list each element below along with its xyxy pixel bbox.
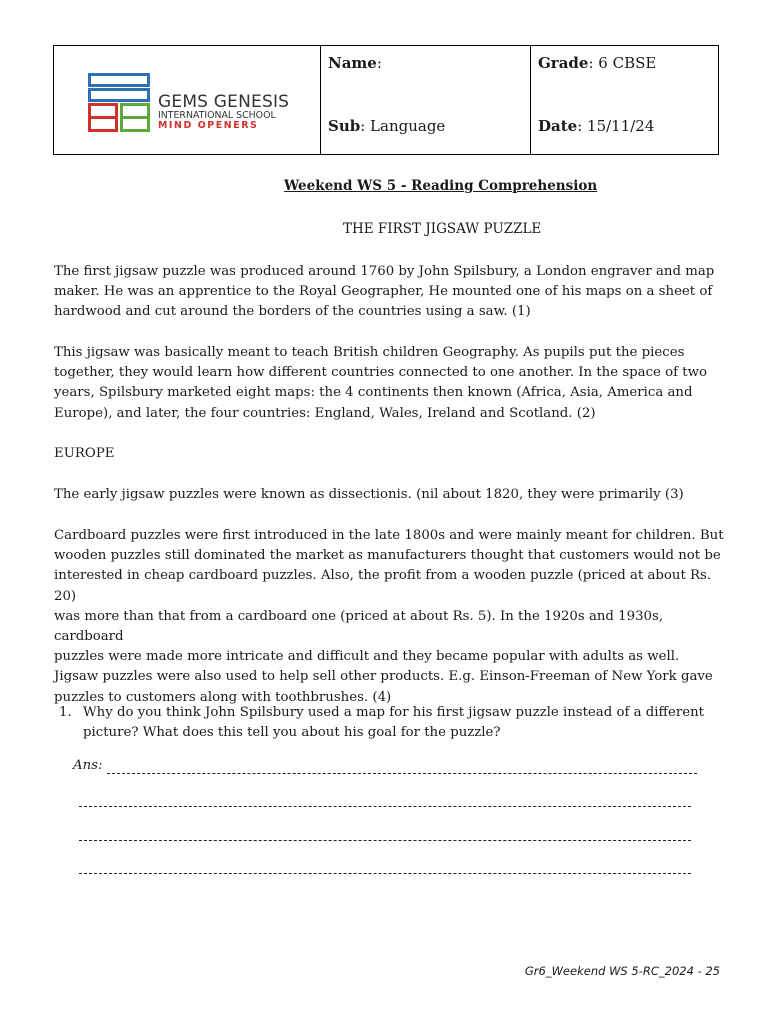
logo-school-type: INTERNATIONAL SCHOOL — [158, 110, 276, 121]
question-text: Why do you think John Spilsbury used a map for his first jigsaw puzzle instead of a different picture? What does this tell you about his goal for the puzzle? — [83, 705, 704, 741]
school-logo-icon — [88, 73, 150, 133]
date-value: : 15/11/24 — [577, 117, 655, 135]
logo-school-name: GEMS GENESIS — [158, 92, 290, 112]
subject-field — [328, 117, 445, 135]
name-label: Name — [328, 54, 377, 72]
date-field — [538, 117, 654, 135]
answer-line-3[interactable] — [79, 840, 691, 841]
worksheet-title: Weekend WS 5 - Reading Comprehension — [284, 178, 598, 194]
paragraph-5: Cardboard puzzles were first introduced in the late 1800s and were mainly meant for children. But wooden puzzles still dominated the market as manufacturers thought that customers would not be interested in cheap cardboard puzzles. Also, the profit from a wooden puzzle (priced at about Rs. 20) was more than that from a cardboard one (priced at about Rs. 5). In the 1920s and 1930s, cardboard puzzles were made more intricate and difficult and they became popular with adults as well. Jigsaw puzzles were also used to help sell other products. E.g. Einson-Freeman of New York gave puzzles to customers along with toothbrushes. (4) — [54, 528, 724, 705]
date-label: Date — [538, 117, 578, 135]
grade-date-cell — [531, 46, 718, 154]
page-footer: Gr6_Weekend WS 5-RC_2024 - 25 — [524, 964, 720, 978]
answer-label: Ans: — [73, 758, 103, 773]
grade-value: : 6 CBSE — [588, 54, 657, 72]
paragraph-3: EUROPE — [54, 446, 115, 461]
grade-field — [538, 54, 656, 72]
name-sub-cell — [321, 46, 531, 154]
logo-tagline: MIND OPENERS — [158, 120, 259, 131]
logo-text — [158, 93, 289, 131]
answer-line-1[interactable] — [107, 773, 697, 774]
subject-value: : Language — [360, 117, 446, 135]
paragraph-4: The early jigsaw puzzles were known as dissectionis. (nil about 1820, they were primarily (3) — [54, 487, 684, 502]
grade-label: Grade — [538, 54, 589, 72]
passage-title: THE FIRST JIGSAW PUZZLE — [343, 221, 542, 237]
name-field[interactable]: Name: — [328, 54, 382, 72]
paragraph-1: The first jigsaw puzzle was produced around 1760 by John Spilsbury, a London engraver and map maker. He was an apprentice to the Royal Geographer, He mounted one of his maps on a sheet of hardwood and cut around the borders of the countries using a saw. (1) — [54, 264, 715, 320]
logo-cell — [54, 46, 321, 154]
subject-label: Sub — [328, 117, 361, 135]
answer-line-2[interactable] — [79, 806, 691, 807]
question-number: 1. — [59, 705, 72, 720]
header-table — [53, 45, 719, 155]
paragraph-2: This jigsaw was basically meant to teach British children Geography. As pupils put the pieces together, they would learn how different countries connected to one another. In the space of two years, Spilsbury marketed eight maps: the 4 continents then known (Africa, Asia, America and Europe), and later, the four countries: England, Wales, Ireland and Scotland. (2) — [54, 345, 708, 421]
answer-line-4[interactable] — [79, 873, 691, 874]
